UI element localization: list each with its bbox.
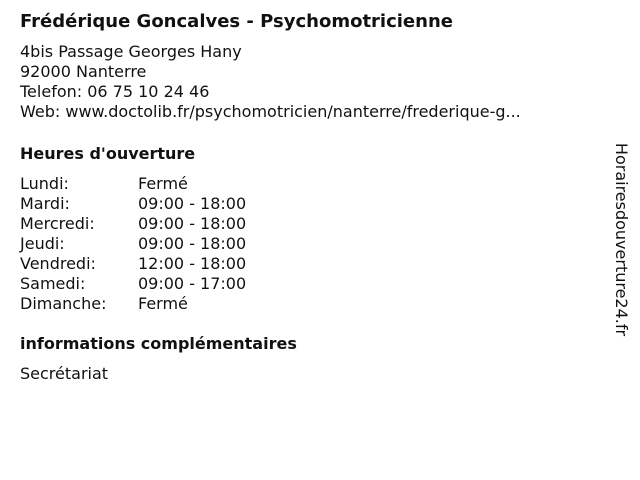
brand-label: Horairesdouverture24.fr (612, 142, 632, 336)
hours-row-dimanche (20, 294, 246, 314)
additional-info-text: Secrétariat (20, 364, 109, 383)
web-line[interactable]: Web: www.doctolib.fr/psychomotricien/nanterre/frederique-g... (20, 102, 521, 121)
hours-time: 09:00 - 18:00 (138, 194, 247, 213)
hours-day: Vendredi: (20, 254, 96, 273)
address-line-2: 92000 Nanterre (20, 62, 147, 81)
hours-time: 12:00 - 18:00 (138, 254, 247, 273)
hours-row-mardi (20, 194, 246, 214)
hours-day: Dimanche: (20, 294, 107, 313)
hours-row-samedi (20, 274, 246, 294)
hours-day: Mardi: (20, 194, 70, 213)
hours-row-lundi (20, 174, 246, 194)
hours-day: Mercredi: (20, 214, 95, 233)
hours-time: 09:00 - 17:00 (138, 274, 247, 293)
opening-hours-section (20, 144, 246, 314)
business-name: Frédérique Goncalves - Psychomotricienne (20, 11, 453, 32)
additional-info-section (20, 334, 297, 384)
hours-row-mercredi (20, 214, 246, 234)
side-brand-text (612, 134, 632, 344)
hours-time: 09:00 - 18:00 (138, 214, 247, 233)
additional-info-title: informations complémentaires (20, 334, 297, 353)
hours-day: Lundi: (20, 174, 69, 193)
hours-row-jeudi (20, 234, 246, 254)
business-header (20, 10, 600, 122)
hours-time: Fermé (138, 294, 188, 313)
hours-time: Fermé (138, 174, 188, 193)
hours-day: Jeudi: (20, 234, 65, 253)
hours-day: Samedi: (20, 274, 86, 293)
hours-time: 09:00 - 18:00 (138, 234, 247, 253)
hours-row-vendredi (20, 254, 246, 274)
opening-hours-title: Heures d'ouverture (20, 144, 196, 163)
phone-line: Telefon: 06 75 10 24 46 (20, 82, 210, 101)
address-line-1: 4bis Passage Georges Hany (20, 42, 242, 61)
